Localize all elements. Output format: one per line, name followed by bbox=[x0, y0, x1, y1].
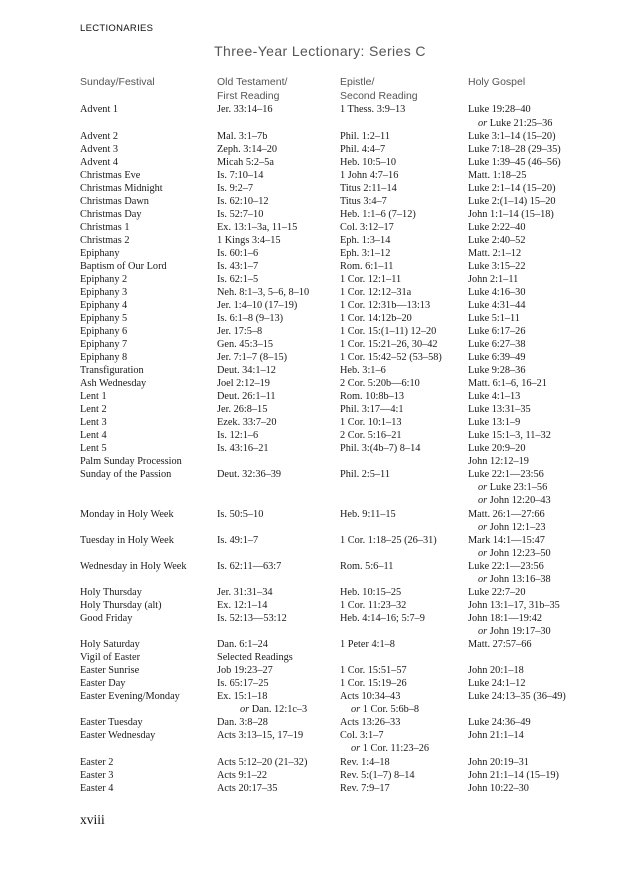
cell-epistle: 2 Cor. 5:16–21 bbox=[340, 430, 402, 441]
cell-holy-gospel: John 2:1–11 bbox=[468, 274, 519, 285]
cell-epistle: Phil. 3:17—4:1 bbox=[340, 404, 404, 415]
cell-sunday-festival: Easter 4 bbox=[80, 783, 114, 794]
cell-epistle: Heb. 10:5–10 bbox=[340, 157, 397, 168]
or-label: or bbox=[478, 574, 488, 585]
cell-holy-gospel-alternate bbox=[478, 626, 551, 637]
cell-sunday-festival: Lent 3 bbox=[80, 417, 107, 428]
cell-sunday-festival: Christmas Day bbox=[80, 209, 142, 220]
cell-holy-gospel: Luke 22:7–20 bbox=[468, 587, 526, 598]
cell-holy-gospel: Luke 2:22–40 bbox=[468, 222, 526, 233]
cell-sunday-festival: Ash Wednesday bbox=[80, 378, 147, 389]
cell-old-testament: Ex. 13:1–3a, 11–15 bbox=[217, 222, 298, 233]
cell-epistle: 1 Cor. 14:12b–20 bbox=[340, 313, 412, 324]
cell-epistle: 1 Cor. 1:18–25 (26–31) bbox=[340, 535, 437, 546]
cell-epistle: 1 Cor. 15:(1–11) 12–20 bbox=[340, 326, 437, 337]
or-label: or bbox=[478, 522, 488, 533]
cell-holy-gospel: Matt. 2:1–12 bbox=[468, 248, 522, 259]
cell-holy-gospel: Luke 2:(1–14) 15–20 bbox=[468, 196, 556, 207]
cell-old-testament: Ex. 15:1–18 bbox=[217, 691, 268, 702]
cell-holy-gospel: Luke 3:15–22 bbox=[468, 261, 526, 272]
cell-old-testament: Acts 20:17–35 bbox=[217, 783, 278, 794]
cell-sunday-festival: Easter Tuesday bbox=[80, 717, 143, 728]
cell-holy-gospel: Matt. 26:1—27:66 bbox=[468, 509, 545, 520]
cell-holy-gospel: Luke 15:1–3, 11–32 bbox=[468, 430, 551, 441]
cell-sunday-festival: Christmas Midnight bbox=[80, 183, 163, 194]
cell-holy-gospel: Luke 7:18–28 (29–35) bbox=[468, 144, 561, 155]
cell-old-testament: Gen. 45:3–15 bbox=[217, 339, 274, 350]
cell-epistle: Heb. 9:11–15 bbox=[340, 509, 396, 520]
cell-old-testament: Jer. 17:5–8 bbox=[217, 326, 263, 337]
cell-holy-gospel-alternate-text: John 12:1–23 bbox=[489, 522, 546, 533]
cell-epistle: Titus 3:4–7 bbox=[340, 196, 387, 207]
cell-epistle: Rev. 5:(1–7) 8–14 bbox=[340, 770, 415, 781]
cell-epistle: Eph. 3:1–12 bbox=[340, 248, 391, 259]
cell-holy-gospel-alternate-text: John 13:16–38 bbox=[489, 574, 551, 585]
cell-holy-gospel: Luke 5:1–11 bbox=[468, 313, 520, 324]
cell-old-testament: Deut. 32:36–39 bbox=[217, 469, 282, 480]
header-col2-line2: First Reading bbox=[217, 89, 280, 102]
cell-old-testament: Acts 9:1–22 bbox=[217, 770, 268, 781]
cell-holy-gospel-alternate-text: John 19:17–30 bbox=[489, 626, 551, 637]
cell-holy-gospel-alternate bbox=[478, 548, 551, 559]
cell-holy-gospel: John 20:19–31 bbox=[468, 757, 529, 768]
cell-old-testament: Dan. 3:8–28 bbox=[217, 717, 268, 728]
cell-holy-gospel: Luke 3:1–14 (15–20) bbox=[468, 131, 556, 142]
cell-epistle: 1 John 4:7–16 bbox=[340, 170, 399, 181]
cell-holy-gospel: John 20:1–18 bbox=[468, 665, 524, 676]
cell-old-testament: Is. 9:2–7 bbox=[217, 183, 254, 194]
header-sunday-festival bbox=[80, 76, 155, 90]
header-holy-gospel bbox=[468, 76, 525, 90]
cell-sunday-festival: Vigil of Easter bbox=[80, 652, 141, 663]
cell-holy-gospel: John 1:1–14 (15–18) bbox=[468, 209, 554, 220]
cell-epistle: Heb. 3:1–6 bbox=[340, 365, 386, 376]
cell-epistle: Eph. 1:3–14 bbox=[340, 235, 391, 246]
or-label: or bbox=[478, 482, 488, 493]
cell-old-testament: Is. 60:1–6 bbox=[217, 248, 259, 259]
cell-epistle-alternate bbox=[351, 704, 419, 715]
cell-old-testament: Deut. 26:1–11 bbox=[217, 391, 276, 402]
cell-sunday-festival: Palm Sunday Procession bbox=[80, 456, 182, 467]
cell-old-testament: Is. 43:16–21 bbox=[217, 443, 269, 454]
cell-old-testament: Ex. 12:1–14 bbox=[217, 600, 268, 611]
cell-epistle: Rom. 10:8b–13 bbox=[340, 391, 405, 402]
cell-old-testament-alternate-text: Dan. 12:1c–3 bbox=[251, 704, 308, 715]
header-col3-line1: Epistle/ bbox=[340, 76, 375, 88]
cell-holy-gospel-alternate-text: John 12:23–50 bbox=[489, 548, 551, 559]
cell-epistle: Acts 13:26–33 bbox=[340, 717, 401, 728]
cell-old-testament: Is. 49:1–7 bbox=[217, 535, 259, 546]
cell-holy-gospel: John 21:1–14 (15–19) bbox=[468, 770, 559, 781]
cell-holy-gospel-alternate bbox=[478, 118, 552, 129]
cell-old-testament: Is. 7:10–14 bbox=[217, 170, 264, 181]
cell-epistle: 1 Cor. 12:31b—13:13 bbox=[340, 300, 431, 311]
cell-epistle: Rev. 7:9–17 bbox=[340, 783, 390, 794]
cell-epistle: Heb. 4:14–16; 5:7–9 bbox=[340, 613, 425, 624]
cell-epistle: 1 Thess. 3:9–13 bbox=[340, 104, 406, 115]
cell-sunday-festival: Christmas 2 bbox=[80, 235, 130, 246]
cell-old-testament: Zeph. 3:14–20 bbox=[217, 144, 278, 155]
cell-epistle: Rom. 6:1–11 bbox=[340, 261, 394, 272]
cell-holy-gospel: Luke 2:40–52 bbox=[468, 235, 526, 246]
cell-sunday-festival: Advent 1 bbox=[80, 104, 119, 115]
cell-epistle-alternate-text: 1 Cor. 5:6b–8 bbox=[362, 704, 420, 715]
cell-old-testament: Micah 5:2–5a bbox=[217, 157, 274, 168]
cell-epistle: Phil. 2:5–11 bbox=[340, 469, 390, 480]
cell-sunday-festival: Sunday of the Passion bbox=[80, 469, 172, 480]
cell-sunday-festival: Holy Saturday bbox=[80, 639, 140, 650]
cell-sunday-festival: Christmas Eve bbox=[80, 170, 141, 181]
cell-holy-gospel-alternate-text: Luke 21:25–36 bbox=[489, 118, 553, 129]
cell-sunday-festival: Lent 5 bbox=[80, 443, 107, 454]
cell-sunday-festival: Advent 2 bbox=[80, 131, 119, 142]
cell-old-testament: Is. 52:7–10 bbox=[217, 209, 264, 220]
cell-holy-gospel: Luke 6:39–49 bbox=[468, 352, 526, 363]
cell-old-testament: Is. 62:1–5 bbox=[217, 274, 259, 285]
cell-old-testament: Deut. 34:1–12 bbox=[217, 365, 276, 376]
cell-holy-gospel: Luke 4:1–13 bbox=[468, 391, 521, 402]
cell-sunday-festival: Epiphany 4 bbox=[80, 300, 128, 311]
cell-sunday-festival: Christmas 1 bbox=[80, 222, 130, 233]
cell-old-testament: Jer. 7:1–7 (8–15) bbox=[217, 352, 288, 363]
cell-epistle-alternate-text: 1 Cor. 11:23–26 bbox=[362, 743, 430, 754]
cell-epistle: 1 Cor. 15:51–57 bbox=[340, 665, 407, 676]
cell-holy-gospel: Luke 24:36–49 bbox=[468, 717, 531, 728]
cell-sunday-festival: Monday in Holy Week bbox=[80, 509, 174, 520]
page-number: xviii bbox=[80, 812, 105, 827]
or-label: or bbox=[478, 626, 488, 637]
cell-old-testament: 1 Kings 3:4–15 bbox=[217, 235, 281, 246]
cell-sunday-festival: Epiphany bbox=[80, 248, 120, 259]
cell-epistle: 1 Peter 4:1–8 bbox=[340, 639, 395, 650]
cell-sunday-festival: Holy Thursday (alt) bbox=[80, 600, 162, 611]
cell-sunday-festival: Easter Day bbox=[80, 678, 126, 689]
or-label: or bbox=[478, 548, 488, 559]
header-col3-line2: Second Reading bbox=[340, 89, 418, 102]
cell-sunday-festival: Easter Sunrise bbox=[80, 665, 140, 676]
cell-epistle: Phil. 3:(4b–7) 8–14 bbox=[340, 443, 421, 454]
cell-epistle: Rom. 5:6–11 bbox=[340, 561, 394, 572]
cell-old-testament: Is. 62:10–12 bbox=[217, 196, 269, 207]
cell-holy-gospel: John 21:1–14 bbox=[468, 730, 524, 741]
cell-old-testament: Selected Readings bbox=[217, 652, 293, 663]
cell-holy-gospel-alternate-text: John 12:20–43 bbox=[489, 495, 551, 506]
cell-epistle-alternate bbox=[351, 743, 429, 754]
cell-old-testament: Jer. 33:14–16 bbox=[217, 104, 273, 115]
cell-old-testament: Neh. 8:1–3, 5–6, 8–10 bbox=[217, 287, 310, 298]
cell-holy-gospel: John 13:1–17, 31b–35 bbox=[468, 600, 560, 611]
cell-epistle: Heb. 10:15–25 bbox=[340, 587, 402, 598]
cell-epistle: Rev. 1:4–18 bbox=[340, 757, 390, 768]
cell-sunday-festival: Advent 4 bbox=[80, 157, 119, 168]
cell-old-testament: Mal. 3:1–7b bbox=[217, 131, 268, 142]
or-label: or bbox=[478, 118, 488, 129]
cell-epistle: 1 Cor. 11:23–32 bbox=[340, 600, 407, 611]
cell-holy-gospel-alternate-text: Luke 23:1–56 bbox=[489, 482, 548, 493]
cell-old-testament: Is. 65:17–25 bbox=[217, 678, 269, 689]
cell-epistle: Phil. 1:2–11 bbox=[340, 131, 390, 142]
cell-old-testament: Joel 2:12–19 bbox=[217, 378, 270, 389]
cell-holy-gospel-alternate bbox=[478, 482, 547, 493]
cell-sunday-festival: Easter 3 bbox=[80, 770, 114, 781]
cell-holy-gospel: Luke 2:1–14 (15–20) bbox=[468, 183, 556, 194]
cell-epistle: 2 Cor. 5:20b—6:10 bbox=[340, 378, 420, 389]
cell-holy-gospel: Luke 13:31–35 bbox=[468, 404, 531, 415]
cell-old-testament: Jer. 1:4–10 (17–19) bbox=[217, 300, 298, 311]
cell-holy-gospel: John 18:1—19:42 bbox=[468, 613, 543, 624]
cell-sunday-festival: Lent 4 bbox=[80, 430, 107, 441]
cell-holy-gospel: Luke 6:17–26 bbox=[468, 326, 526, 337]
cell-holy-gospel: Luke 22:1—23:56 bbox=[468, 469, 544, 480]
cell-epistle: Acts 10:34–43 bbox=[340, 691, 401, 702]
cell-holy-gospel: Matt. 6:1–6, 16–21 bbox=[468, 378, 547, 389]
cell-sunday-festival: Easter Wednesday bbox=[80, 730, 156, 741]
cell-sunday-festival: Easter Evening/Monday bbox=[80, 691, 180, 702]
cell-old-testament: Is. 43:1–7 bbox=[217, 261, 259, 272]
cell-holy-gospel: Mark 14:1—15:47 bbox=[468, 535, 545, 546]
cell-old-testament: Is. 52:13—53:12 bbox=[217, 613, 287, 624]
cell-sunday-festival: Epiphany 2 bbox=[80, 274, 128, 285]
cell-holy-gospel-alternate bbox=[478, 574, 551, 585]
cell-holy-gospel: Matt. 27:57–66 bbox=[468, 639, 532, 650]
cell-sunday-festival: Epiphany 8 bbox=[80, 352, 128, 363]
cell-epistle: Heb. 1:1–6 (7–12) bbox=[340, 209, 416, 220]
section-label: LECTIONARIES bbox=[80, 23, 154, 34]
cell-holy-gospel: Luke 24:13–35 (36–49) bbox=[468, 691, 566, 702]
cell-epistle: 1 Cor. 15:19–26 bbox=[340, 678, 407, 689]
cell-epistle: Titus 2:11–14 bbox=[340, 183, 397, 194]
cell-sunday-festival: Lent 1 bbox=[80, 391, 107, 402]
cell-holy-gospel: Luke 1:39–45 (46–56) bbox=[468, 157, 561, 168]
header-col4: Holy Gospel bbox=[468, 76, 526, 88]
cell-sunday-festival: Advent 3 bbox=[80, 144, 119, 155]
cell-holy-gospel: Luke 13:1–9 bbox=[468, 417, 521, 428]
cell-holy-gospel: John 10:22–30 bbox=[468, 783, 529, 794]
cell-old-testament-alternate bbox=[240, 704, 307, 715]
cell-holy-gospel: John 12:12–19 bbox=[468, 456, 529, 467]
or-label: or bbox=[351, 704, 361, 715]
cell-epistle: 1 Cor. 15:42–52 (53–58) bbox=[340, 352, 442, 363]
cell-holy-gospel: Matt. 1:18–25 bbox=[468, 170, 527, 181]
cell-old-testament: Acts 3:13–15, 17–19 bbox=[217, 730, 304, 741]
or-label: or bbox=[240, 704, 250, 715]
cell-epistle: Col. 3:12–17 bbox=[340, 222, 394, 233]
cell-holy-gospel: Luke 6:27–38 bbox=[468, 339, 526, 350]
cell-old-testament: Jer. 26:8–15 bbox=[217, 404, 268, 415]
header-epistle bbox=[340, 76, 418, 103]
cell-old-testament: Ezek. 33:7–20 bbox=[217, 417, 277, 428]
cell-holy-gospel: Luke 20:9–20 bbox=[468, 443, 526, 454]
cell-old-testament: Job 19:23–27 bbox=[217, 665, 273, 676]
cell-holy-gospel-alternate bbox=[478, 495, 551, 506]
cell-sunday-festival: Epiphany 6 bbox=[80, 326, 128, 337]
cell-holy-gospel: Luke 9:28–36 bbox=[468, 365, 526, 376]
cell-sunday-festival: Epiphany 7 bbox=[80, 339, 128, 350]
cell-sunday-festival: Tuesday in Holy Week bbox=[80, 535, 174, 546]
or-label: or bbox=[351, 743, 361, 754]
cell-sunday-festival: Holy Thursday bbox=[80, 587, 142, 598]
cell-epistle: 1 Cor. 15:21–26, 30–42 bbox=[340, 339, 438, 350]
cell-sunday-festival: Epiphany 3 bbox=[80, 287, 128, 298]
cell-sunday-festival: Lent 2 bbox=[80, 404, 107, 415]
cell-holy-gospel: Luke 22:1—23:56 bbox=[468, 561, 544, 572]
cell-sunday-festival: Baptism of Our Lord bbox=[80, 261, 167, 272]
header-old-testament bbox=[217, 76, 287, 103]
header-col2-line1: Old Testament/ bbox=[217, 76, 288, 88]
cell-epistle: 1 Cor. 12:12–31a bbox=[340, 287, 412, 298]
cell-holy-gospel: Luke 24:1–12 bbox=[468, 678, 526, 689]
cell-sunday-festival: Epiphany 5 bbox=[80, 313, 128, 324]
cell-sunday-festival: Easter 2 bbox=[80, 757, 114, 768]
cell-old-testament: Dan. 6:1–24 bbox=[217, 639, 268, 650]
cell-sunday-festival: Transfiguration bbox=[80, 365, 144, 376]
cell-holy-gospel: Luke 4:31–44 bbox=[468, 300, 526, 311]
or-label: or bbox=[478, 495, 488, 506]
cell-epistle: 1 Cor. 10:1–13 bbox=[340, 417, 402, 428]
cell-old-testament: Jer. 31:31–34 bbox=[217, 587, 273, 598]
cell-old-testament: Is. 6:1–8 (9–13) bbox=[217, 313, 284, 324]
header-col1: Sunday/Festival bbox=[80, 76, 155, 88]
page-title: Three-Year Lectionary: Series C bbox=[214, 43, 426, 59]
cell-holy-gospel-alternate bbox=[478, 522, 546, 533]
cell-epistle: Col. 3:1–7 bbox=[340, 730, 384, 741]
cell-sunday-festival: Christmas Dawn bbox=[80, 196, 149, 207]
cell-old-testament: Is. 50:5–10 bbox=[217, 509, 264, 520]
cell-epistle: Phil. 4:4–7 bbox=[340, 144, 386, 155]
cell-sunday-festival: Good Friday bbox=[80, 613, 133, 624]
cell-epistle: 1 Cor. 12:1–11 bbox=[340, 274, 402, 285]
cell-holy-gospel: Luke 19:28–40 bbox=[468, 104, 531, 115]
cell-old-testament: Is. 62:11—63:7 bbox=[217, 561, 282, 572]
cell-old-testament: Is. 12:1–6 bbox=[217, 430, 259, 441]
cell-old-testament: Acts 5:12–20 (21–32) bbox=[217, 757, 308, 768]
cell-holy-gospel: Luke 4:16–30 bbox=[468, 287, 526, 298]
cell-sunday-festival: Wednesday in Holy Week bbox=[80, 561, 187, 572]
